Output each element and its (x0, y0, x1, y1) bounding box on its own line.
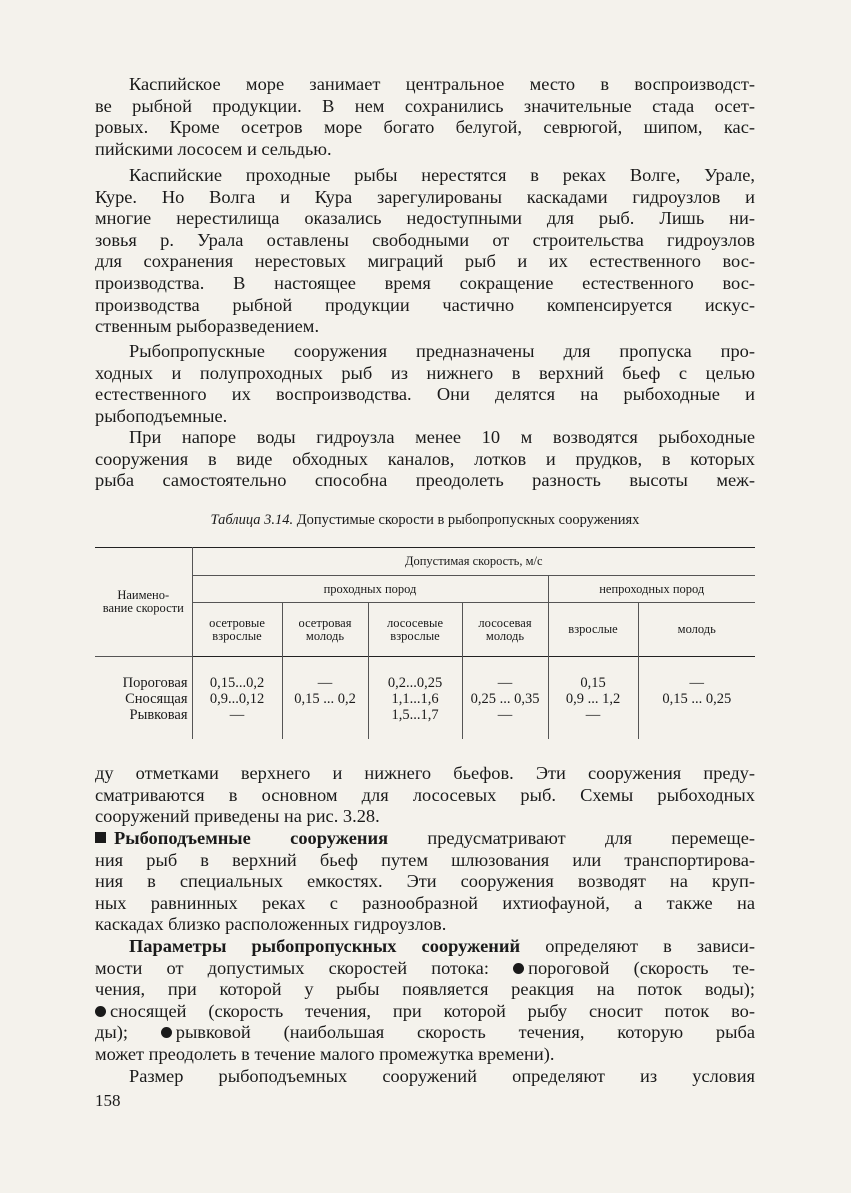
header-non-migratory: непроходных пород (548, 576, 755, 603)
text-line: может преодолеть в течение малого промежутка времени). (95, 1043, 555, 1064)
text-line: естественного их воспроизводства. Они делятся на рыбоходные и (95, 384, 755, 405)
text-line (95, 828, 755, 850)
text-line: ве рыбной продукции. В нем сохранились значительные стада осет- (95, 95, 755, 116)
table-cell: — (689, 675, 704, 691)
table-column-values (192, 657, 282, 740)
text-line: Каспийское море занимает центральное место в воспроизводст- (129, 74, 755, 94)
text-line: пийскими лососем и сельдью. (95, 138, 332, 159)
paragraph-parameters (95, 936, 755, 1066)
term-parameters: Параметры рыбопропускных сооружений (129, 936, 521, 956)
row-name-threshold: Пороговая (122, 675, 188, 691)
table-cell: — (229, 707, 245, 723)
paragraph-fish-lifts (95, 828, 755, 936)
text-line: ния рыб в верхний бьеф путем шлюзования или транспортирова- (95, 849, 755, 870)
table-cell: 0,15 ... 0,2 (294, 691, 356, 707)
table-caption (95, 512, 755, 529)
header-col-sturgeon-young: осетровая молодь (282, 603, 368, 657)
header-col-salmon-adult: лососевые взрослые (368, 603, 462, 657)
header-col-nonmig-adult: взрослые (548, 603, 638, 657)
text-fragment: предусматривают для перемеще- (388, 828, 755, 848)
paragraph-lift-size (95, 1066, 755, 1088)
table-column-values (462, 657, 548, 740)
text-fragment: рывковой (наибольшая скорость течения, которую рыба (175, 1022, 755, 1043)
text-line (95, 1022, 755, 1044)
header-col-nonmig-young: молодь (638, 603, 755, 657)
table-caption-label: Таблица 3.14. (210, 512, 294, 528)
table-cell: 0,25 ... 0,35 (470, 691, 540, 707)
text-fragment: сносящей (скорость течения, при которой рыбу сносит поток во- (110, 1000, 755, 1021)
header-migratory: проходных пород (192, 576, 548, 603)
table-cell: 0,2...0,25 (387, 675, 443, 691)
text-line: чения, при которой у рыбы появляется реакция на поток воды); (95, 979, 755, 1000)
bullet-icon (95, 1006, 106, 1017)
table-cell: — (497, 707, 513, 723)
row-name-burst: Рывковая (129, 707, 188, 723)
text-line: производства рыбной продукции частично компенсируется искус- (95, 294, 755, 315)
table-cell: — (585, 707, 601, 723)
table-column-values (638, 657, 755, 740)
text-line: ду отметками верхнего и нижнего бьефов. Эти сооружения преду- (95, 763, 755, 783)
text-line: ных равнинных реках с разнообразной ихтиофауной, а также на (95, 892, 755, 913)
text-line: производства. В настоящее время сокращение естественного вос- (95, 272, 755, 293)
table-column-values (548, 657, 638, 740)
header-speed-name: Наимено- вание скорости (95, 548, 192, 657)
text-line: ходных и полупроходных рыб из нижнего в верхний бьеф с целью (95, 362, 755, 383)
text-line: зовья р. Урала оставлены свободными от строительства гидроузлов (95, 229, 755, 250)
text-fragment: пороговой (скорость те- (528, 957, 755, 978)
paragraph-migratory-fish (95, 165, 755, 338)
text-line: многие нерестилища оказались недоступными для рыб. Лишь ни- (95, 208, 755, 229)
row-name-drifting: Сносящая (125, 691, 188, 707)
text-fragment: мости от допустимых скоростей потока: (95, 957, 514, 978)
text-line: рыбоподъемные. (95, 405, 228, 426)
text-line (95, 936, 755, 958)
text-line: ровых. Кроме осетров море богато белугой, севрюгой, шипом, кас- (95, 117, 755, 138)
bullet-icon (161, 1027, 172, 1038)
table-cell: 0,9...0,12 (209, 691, 265, 707)
table-caption-text: Допустимые скорости в рыбопропускных сооружениях (296, 512, 640, 528)
text-line (95, 1001, 755, 1023)
text-line: Куре. Но Волга и Кура зарегулированы каскадами гидроузлов и (95, 186, 755, 207)
table-cell: 0,15 ... 0,25 (662, 691, 732, 707)
paragraph-fishways (95, 427, 755, 492)
row-names-cell (95, 657, 192, 740)
paragraph-fish-passes (95, 341, 755, 427)
table-cell: — (317, 675, 333, 691)
table-column-values (368, 657, 462, 740)
text-fragment: определяют в зависи- (520, 936, 756, 956)
text-line: сматриваются в основном для лососевых рыб. Схемы рыбоходных (95, 784, 755, 805)
header-col-sturgeon-adult: осетровые взрослые (192, 603, 282, 657)
paragraph-caspian-sea (95, 74, 755, 160)
text-line: рыба самостоятельно способна преодолеть разность высоты меж- (95, 470, 755, 491)
paragraph-fishway-schemes (95, 763, 755, 828)
text-line: Размер рыбоподъемных сооружений определяют из условия (129, 1066, 755, 1086)
text-line (95, 958, 755, 980)
table-cell: 0,9 ... 1,2 (565, 691, 621, 707)
text-fragment: ды); (95, 1022, 161, 1043)
page-number: 158 (95, 1091, 121, 1110)
header-allowed-speed: Допустимая скорость, м/с (192, 548, 755, 576)
table-cell: 0,15 (580, 675, 606, 691)
text-line: сооружений приведены на рис. 3.28. (95, 806, 380, 827)
bullet-icon (513, 963, 524, 974)
text-line: каскадах близко расположенных гидроузлов. (95, 914, 447, 935)
table-cell: — (497, 675, 513, 691)
text-line: для сохранения нерестовых миграций рыб и их естественного вос- (95, 251, 755, 272)
header-col-salmon-young: лососевая молодь (462, 603, 548, 657)
text-line: Каспийские проходные рыбы нерестятся в реках Волге, Урале, (129, 165, 755, 185)
text-line: сооружения в виде обходных каналов, лотков и прудков, в которых (95, 448, 755, 469)
table-cell: 1,5...1,7 (391, 707, 439, 723)
text-line: ния в специальных емкостях. Эти сооружения возводят на круп- (95, 871, 755, 892)
text-line: При напоре воды гидроузла менее 10 м возводятся рыбоходные (129, 427, 755, 447)
text-line: Рыбопропускные сооружения предназначены для пропуска про- (129, 341, 755, 361)
table-cell: 0,15...0,2 (209, 675, 265, 691)
term-fish-lifts: Рыбоподъемные сооружения (114, 828, 389, 848)
section-marker-icon (95, 832, 106, 843)
table-column-values (282, 657, 368, 740)
text-line: ственным рыборазведением. (95, 316, 320, 337)
speed-table (95, 547, 755, 739)
table-cell: 1,1...1,6 (391, 691, 439, 707)
